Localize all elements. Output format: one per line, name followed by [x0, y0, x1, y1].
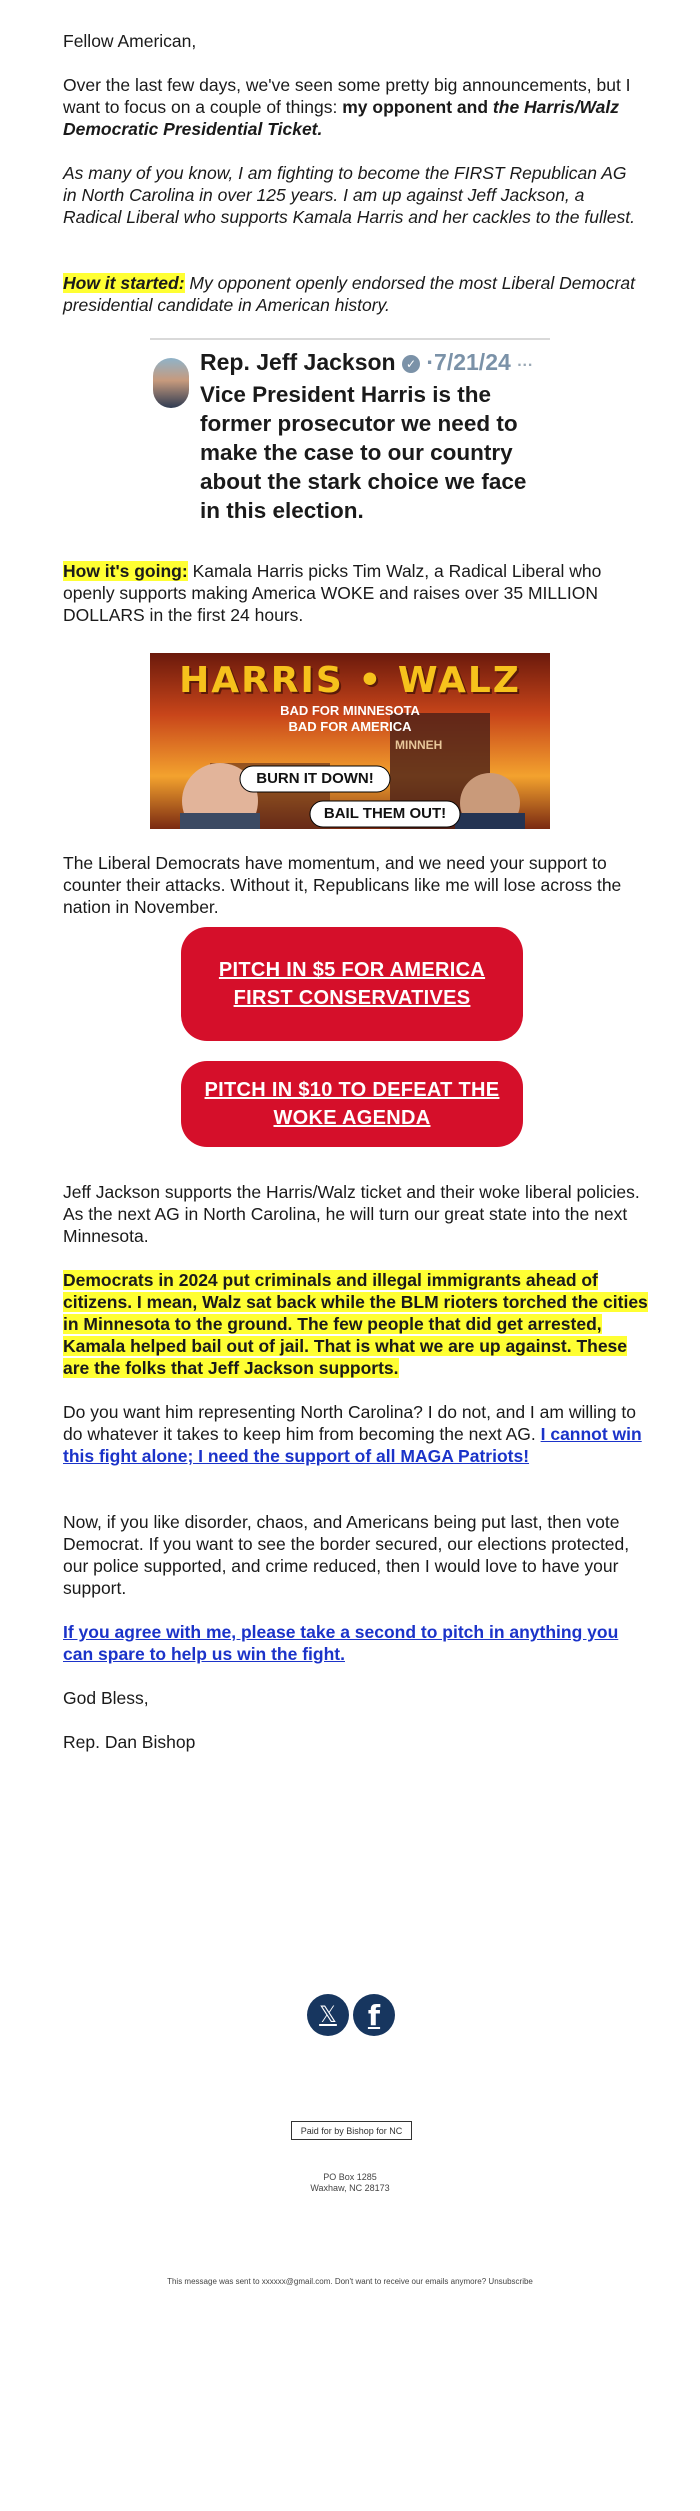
- cta-paragraph: [63, 1621, 653, 1665]
- x-icon[interactable]: [307, 1994, 349, 2036]
- harris-walz-banner: [150, 653, 550, 829]
- pitch-in-link[interactable]: If you agree with me, please take a second to pitch in anything you can spare to help us win the fight.: [63, 1622, 619, 1664]
- bubble-burn: BURN IT DOWN!: [256, 770, 374, 787]
- tweet-date: 7/21/24: [434, 349, 511, 375]
- unsubscribe-notice[interactable]: This message was sent to xxxxxx@gmail.com. Don't want to receive our emails anymore? Unsubscribe: [167, 2277, 533, 2286]
- facebook-glyph: f: [367, 1998, 381, 2032]
- tweet-screenshot: [150, 338, 550, 528]
- how-started-paragraph: [63, 272, 643, 316]
- tweet-body: Vice President Harris is the former prosecutor we need to make the case to our country about the stark choice we face in this election.: [200, 382, 527, 523]
- how-going-label: How it's going:: [63, 561, 188, 581]
- tweet-top-border: [150, 338, 550, 340]
- jackson-paragraph: Jeff Jackson supports the Harris/Walz ticket and their woke liberal policies. As the next AG in North Carolina, he will turn our great state into the next Minnesota.: [63, 1182, 640, 1246]
- x-glyph: 𝕏: [319, 2002, 337, 2028]
- greeting: Fellow American,: [63, 31, 197, 51]
- maga-support-link[interactable]: I cannot win this fight alone; I need the support of all MAGA Patriots!: [63, 1424, 642, 1466]
- banner-line1: BAD FOR MINNESOTA: [280, 703, 420, 718]
- how-started-text: My opponent openly endorsed the most Liberal Democrat presidential candidate in American history.: [63, 273, 635, 315]
- banner-line2: BAD FOR AMERICA: [288, 719, 412, 734]
- banner-sign: MINNEH: [395, 738, 443, 752]
- banner-title: HARRIS • WALZ: [179, 660, 521, 701]
- intro-paragraph: [63, 74, 653, 140]
- intro-bold-italic: the Harris/Walz Democratic Presidential Ticket.: [63, 97, 620, 139]
- bubble-bail: BAIL THEM OUT!: [323, 805, 447, 822]
- how-going-text: Kamala Harris picks Tim Walz, a Radical Liberal who openly supports making America WOKE and raises over 35 MILLION DOLLARS in the first 24 hours.: [63, 561, 602, 625]
- more-icon: ···: [517, 357, 534, 374]
- highlight-paragraph: [63, 1269, 648, 1379]
- intro-text: Over the last few days, we've seen some pretty big announcements, but I want to focus on a couple of things:: [63, 75, 631, 117]
- tweet-separator: ·: [426, 349, 435, 375]
- signoff: God Bless,: [63, 1688, 149, 1708]
- address-line1: PO Box 1285: [323, 2172, 377, 2182]
- fight-paragraph: As many of you know, I am fighting to become the FIRST Republican AG in North Carolina in over 125 years. I am up against Jeff Jackson, a Radical Liberal who supports Kamala Harris and her cackles to the fullest.: [63, 163, 635, 227]
- paid-for-box: Paid for by Bishop for NC: [291, 2121, 412, 2140]
- represent-text: Do you want him representing North Carolina? I do not, and I am willing to do whatever it takes to keep him from becoming the next AG.: [63, 1402, 636, 1444]
- address-line2: Waxhaw, NC 28173: [310, 2183, 390, 2193]
- verified-icon: ✓: [402, 355, 420, 373]
- how-going-paragraph: [63, 560, 648, 626]
- donate-5-button[interactable]: PITCH IN $5 FOR AMERICA FIRST CONSERVATIVES: [181, 927, 523, 1041]
- tweet-author: Rep. Jeff Jackson: [200, 349, 396, 375]
- tweet-header: [200, 348, 533, 380]
- intro-bold: my opponent and: [342, 97, 493, 117]
- donate-10-button[interactable]: PITCH IN $10 TO DEFEAT THE WOKE AGENDA: [181, 1061, 523, 1147]
- highlight-text: Democrats in 2024 put criminals and illegal immigrants ahead of citizens. I mean, Walz sat back while the BLM rioters torched the cities in Minnesota to the ground. The few people that did get arrested, Kamala helped bail out of jail. That is what we are up against. These are the folks that Jeff Jackson supports.: [63, 1270, 648, 1378]
- disorder-paragraph: Now, if you like disorder, chaos, and Americans being put last, then vote Democrat. If you want to see the border secured, our elections protected, our police supported, and crime reduced, then I would love to have your support.: [63, 1512, 630, 1598]
- signature: Rep. Dan Bishop: [63, 1732, 196, 1752]
- facebook-icon[interactable]: [353, 1994, 395, 2036]
- how-started-label: How it started:: [63, 273, 185, 293]
- tweet-avatar: [153, 358, 189, 408]
- momentum-paragraph: The Liberal Democrats have momentum, and we need your support to counter their attacks. Without it, Republicans like me will lose across the nation in November.: [63, 853, 622, 917]
- represent-paragraph: [63, 1401, 648, 1467]
